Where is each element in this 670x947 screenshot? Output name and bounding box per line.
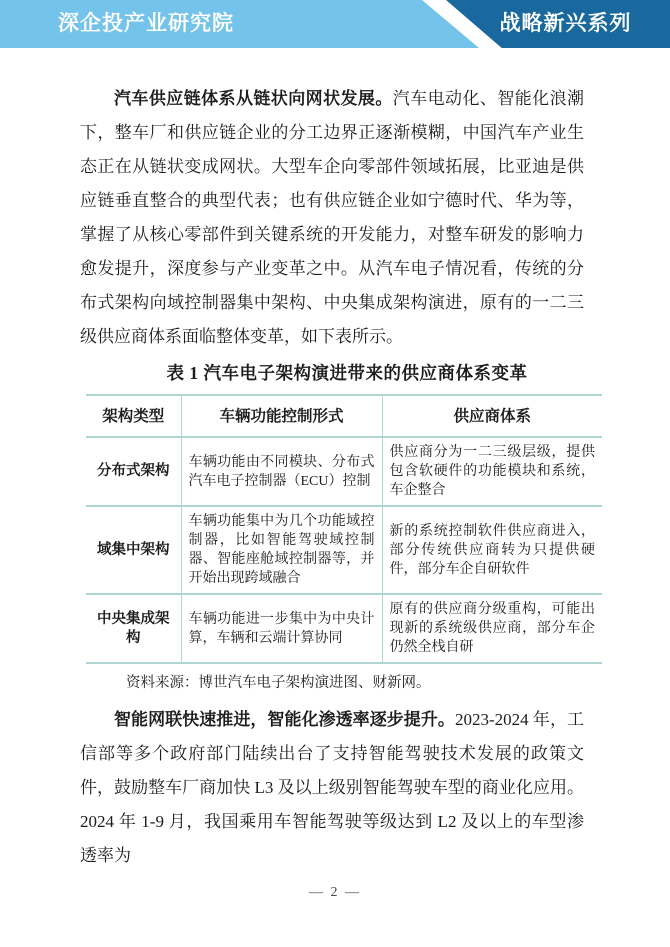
- table-block: [86, 360, 608, 693]
- paragraph-2-body: 2023-2024 年，工信部等多个政府部门陆续出台了支持智能驾驶技术发展的政策文件，鼓励整车厂商加快 L3 及以上级别智能驾驶车型的商业化应用。2024 年 1-9 月，我国乘用车智能驾驶等级达到 L2 及以上的车型渗透率为: [80, 710, 584, 865]
- cell-control-distributed: 车辆功能由不同模块、分布式汽车电子控制器（ECU）控制: [181, 437, 382, 506]
- cell-suppliers-central: 原有的供应商分级重构，可能出现新的系统级供应商，部分车企仍然全栈自研: [382, 594, 602, 663]
- col-header-supplier-system: 供应商体系: [382, 395, 602, 437]
- architecture-table: [86, 394, 602, 664]
- table-source-note: 资料来源：博世汽车电子架构演进图、财新网。: [126, 675, 431, 691]
- table-header-row: [86, 395, 602, 437]
- page-body: [0, 48, 670, 873]
- table-row: [86, 437, 602, 506]
- cell-control-domain: 车辆功能集中为几个功能域控制器，比如智能驾驶域控制器、智能座舱域控制器等，并开始出现跨域融合: [181, 506, 382, 594]
- paragraph-intelligent-connected: [80, 703, 584, 873]
- cell-suppliers-domain: 新的系统控制软件供应商进入，部分传统供应商转为只提供硬件，部分车企自研软件: [382, 506, 602, 594]
- col-header-architecture-type: 架构类型: [86, 395, 181, 437]
- cell-suppliers-distributed: 供应商分为一二三级层级，提供包含软硬件的功能模块和系统，车企整合: [382, 437, 602, 506]
- paragraph-supply-chain: [80, 82, 584, 354]
- paragraph-1-body: 汽车电动化、智能化浪潮下，整车厂和供应链企业的分工边界正逐渐模糊，中国汽车产业生态正在从链状变成网状。大型车企向零部件领域拓展，比亚迪是供应链垂直整合的典型代表；也有供应链企业如宁德时代、华为等，掌握了从核心零部件到关键系统的开发能力，对整车研发的影响力愈发提升，深度参与产业变革之中。从汽车电子情况看，传统的分布式架构向域控制器集中架构、中央集成架构演进，原有的一二三级供应商体系面临整体变革，如下表所示。: [80, 89, 585, 346]
- cell-control-central: 车辆功能进一步集中为中央计算，车辆和云端计算协同: [181, 594, 382, 663]
- page-header: [0, 0, 670, 48]
- cell-type-central: 中央集成架构: [86, 594, 181, 663]
- page-number: — 2 —: [309, 885, 361, 900]
- cell-type-distributed: 分布式架构: [86, 437, 181, 506]
- table-title: 表 1 汽车电子架构演进带来的供应商体系变革: [166, 363, 528, 383]
- header-series-title: 战略新兴系列: [499, 12, 632, 35]
- cell-type-domain: 域集中架构: [86, 506, 181, 594]
- paragraph-2-lead: 智能网联快速推进，智能化渗透率逐步提升。: [114, 710, 455, 729]
- col-header-control-form: 车辆功能控制形式: [181, 395, 382, 437]
- table-row: [86, 506, 602, 594]
- header-org-title: 深企投产业研究院: [58, 12, 234, 35]
- paragraph-1-lead: 汽车供应链体系从链状向网状发展。: [114, 89, 393, 108]
- table-row: [86, 594, 602, 663]
